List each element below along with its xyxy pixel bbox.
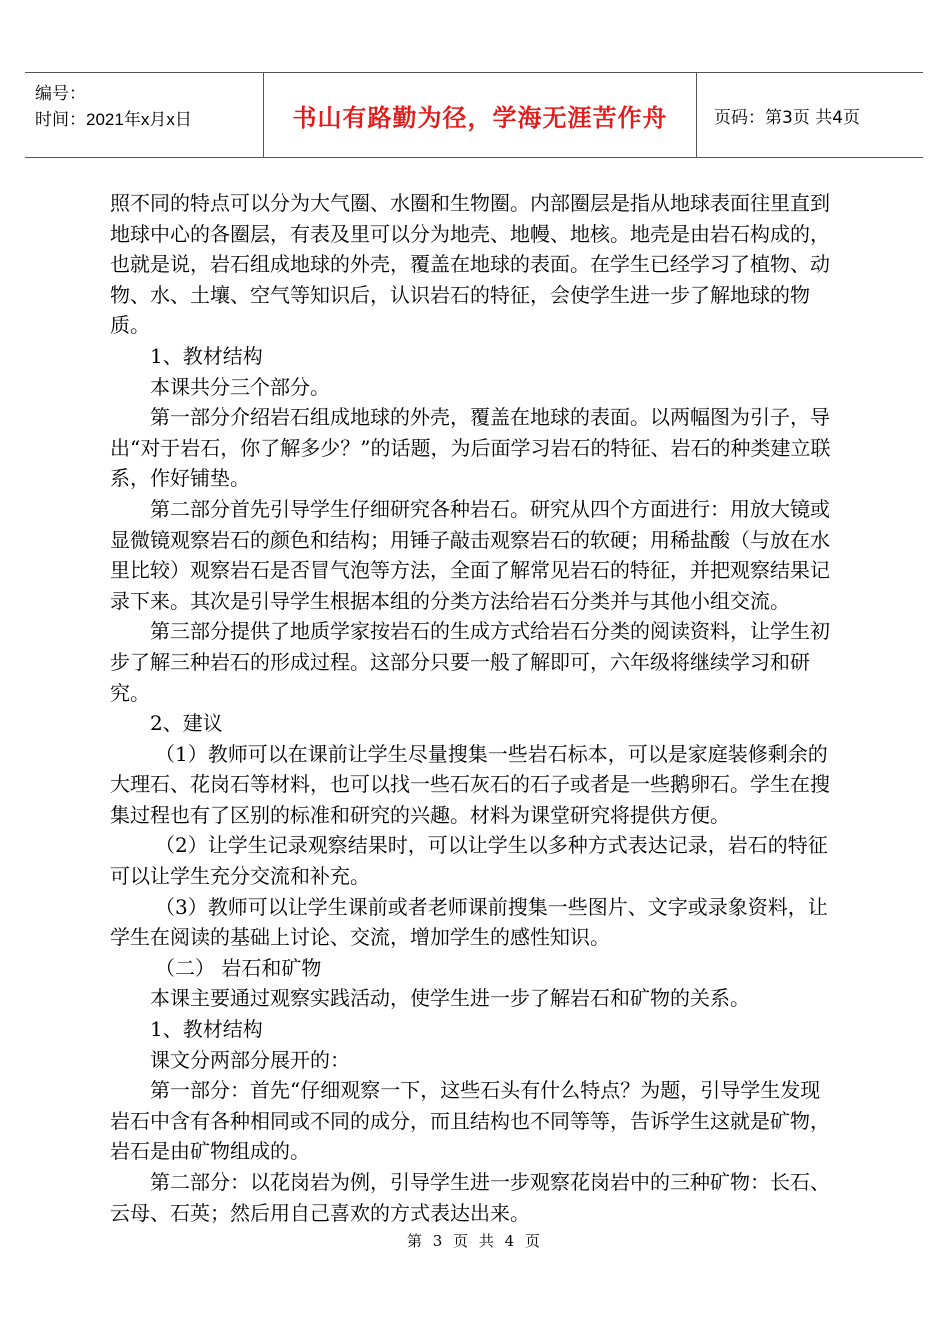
section-heading: 2、建议 <box>150 711 223 736</box>
paragraph: 第一部分：首先“仔细观察一下，这些石头有什么特点？为题，引导学生发现岩石中含有各种相同或不同的成分，而且结构也不同等等，告诉学生这就是矿物，岩石是由矿物组成的。 <box>110 1078 830 1164</box>
paragraph: 本课主要通过观察实践活动，使学生进一步了解岩石和矿物的关系。 <box>150 986 750 1011</box>
paragraph: 第一部分介绍岩石组成地球的外壳，覆盖在地球的表面。以两幅图为引子，导出“对于岩石，你了解多少？”的话题，为后面学习岩石的特征、岩石的种类建立联系，作好铺垫。 <box>110 405 831 491</box>
header-meta <box>25 73 263 157</box>
page-footer: 第 3 页 共 4 页 <box>407 1232 543 1250</box>
section-heading: 1、教材结构 <box>150 343 263 368</box>
header-page-number: 页码：第3页 共4页 <box>714 107 861 128</box>
paragraph: 照不同的特点可以分为大气圈、水圈和生物圈。内部圈层是指从地球表面往里直到地球中心的各圈层，有表及里可以分为地壳、地幔、地核。地壳是由岩石构成的，也就是说，岩石组成地球的外壳，覆盖在地球的表面。在学生已经学习了植物、动物、水、土壤、空气等知识后，认识岩石的特征，会使学生进一步了解地球的物质。 <box>110 191 830 338</box>
header-motto: 书山有路勤为径，学海无涯苦作舟 <box>263 73 697 157</box>
document-body <box>110 188 838 1228</box>
list-item: （1）教师可以在课前让学生尽量搜集一些岩石标本，可以是家庭装修剩余的大理石、花岗石等材料，也可以找一些石灰石的石子或者是一些鹅卵石。学生在搜集过程也有了区别的标准和研究的兴趣。材料为课堂研究将提供方便。 <box>110 741 830 827</box>
paragraph: 第三部分提供了地质学家按岩石的生成方式给岩石分类的阅读资料，让学生初步了解三种岩石的形成过程。这部分只要一般了解即可，六年级将继续学习和研究。 <box>110 619 830 705</box>
list-item: （2）让学生记录观察结果时，可以让学生以多种方式表达记录，岩石的特征可以让学生充分交流和补充。 <box>110 833 828 889</box>
paragraph: 第二部分：以花岗岩为例，引导学生进一步观察花岗岩中的三种矿物：长石、云母、石英；然后用自己喜欢的方式表达出来。 <box>110 1170 830 1225</box>
section-heading: 1、教材结构 <box>150 1017 263 1042</box>
list-item: （3）教师可以让学生课前或者老师课前搜集一些图片、文字或录象资料，让学生在阅读的基础上讨论、交流，增加学生的感性知识。 <box>110 894 828 950</box>
paragraph: 课文分两部分展开的： <box>150 1047 350 1072</box>
chapter-heading: （二） 岩石和矿物 <box>155 955 322 980</box>
page-header <box>25 72 923 158</box>
document-time-label: 时间：2021年x月x日 <box>35 110 192 129</box>
document-number-label: 编号： <box>35 84 86 103</box>
paragraph: 本课共分三个部分。 <box>150 374 330 399</box>
paragraph: 第二部分首先引导学生仔细研究各种岩石。研究从四个方面进行：用放大镜或显微镜观察岩石的颜色和结构；用锤子敲击观察岩石的软硬；用稀盐酸（与放在水里比较）观察岩石是否冒气泡等方法，全面了解常见岩石的特征，并把观察结果记录下来。其次是引导学生根据本组的分类方法给岩石分类并与其他小组交流。 <box>110 496 830 613</box>
